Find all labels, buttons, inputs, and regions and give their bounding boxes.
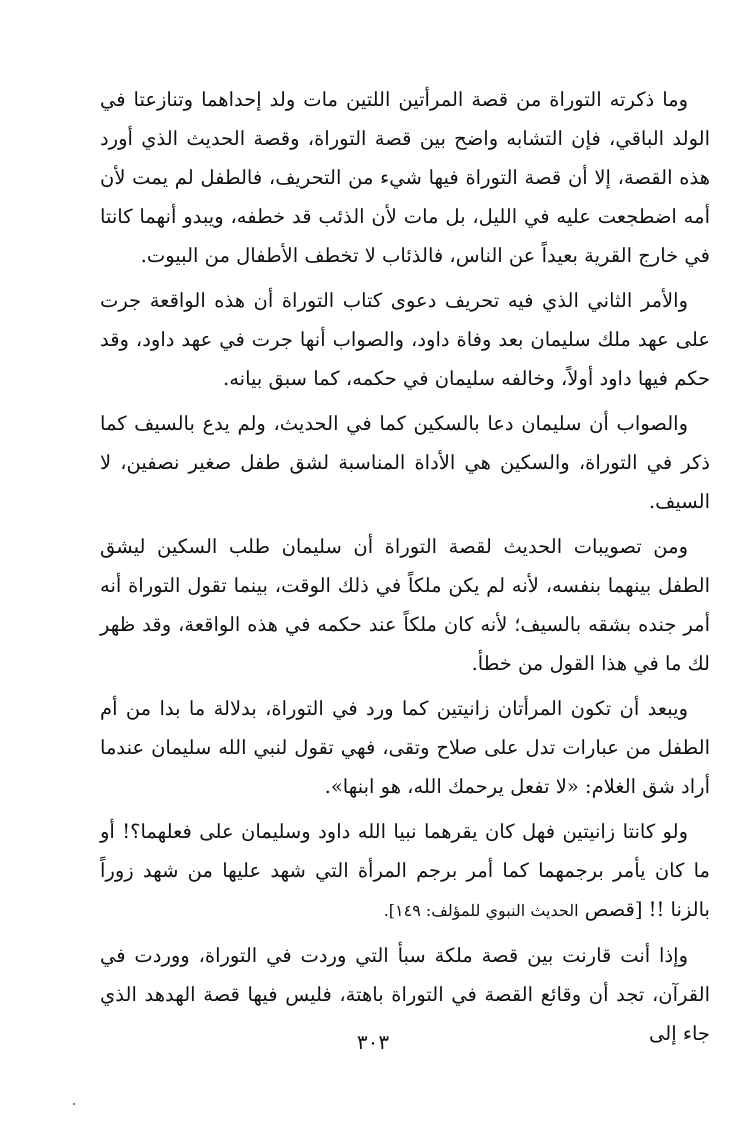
paragraph-women-story: وما ذكرته التوراة من قصة المرأتين اللتين مات ولد إحداهما وتنازعتا في الولد الباقي، فإن التشابه واضح بين قصة التوراة، وقصة الحديث الذي أورد هذه القصة، إلا أن قصة التوراة فيها شيء من التحريف، فالطفل لم يمت لأن أمه اضطجعت عليه في الليل، بل مات لأن الذئب قد خطفه، ويبدو أنهما كانتا في خارج القرية بعيداً عن الناس، فالذئاب لا تخطف الأطفال من البيوت. [100,88,710,267]
paragraph-queen-of-sheba: وإذا أنت قارنت بين قصة ملكة سبأ التي وردت في التوراة، ووردت في القرآن، تجد أن وقائع القصة في التوراة باهتة، فليس فيها قصة الهدهد الذي جاء إلى [100,944,710,1045]
paragraph-prophets-approval-text: ولو كانتا زانيتين فهل كان يقرهما نبيا الله داود وسليمان على فعلهما؟! أو ما كان يأمر برجمهما كما أمر برجم المرأة التي شهد عليها من شهد زوراً بالزنا !! [قصص [100,820,710,921]
paragraph-second-distortion: والأمر الثاني الذي فيه تحريف دعوى كتاب التوراة أن هذه الواقعة جرت على عهد ملك سليمان بعد وفاة داود، والصواب أنها جرت في عهد داود، وقد حكم فيها داود أولاً، وخالفه سليمان في حكمه، كما سبق بيانه. [100,289,710,390]
paragraph-knife-correction: والصواب أن سليمان دعا بالسكين كما في الحديث، ولم يدع بالسيف كما ذكر في التوراة، والسكين هي الأداة المناسبة لشق طفل صغير نصفين، لا السيف. [100,412,710,513]
scan-speck [73,1103,75,1105]
paragraph-women-righteousness: ويبعد أن تكون المرأتان زانيتين كما ورد في التوراة، بدلالة ما بدا من أم الطفل من عبارات تدل على صلاح وتقى، فهي تقول لنبي الله سليمان عندما أراد شق الغلام: «لا تفعل يرحمك الله، هو ابنها». [100,697,710,798]
paragraph-prophets-approval [100,812,710,930]
citation-reference: الحديث النبوي للمؤلف: ١٤٩]. [383,901,579,920]
page-number: ٣٠٣ [356,1030,390,1054]
page-body [100,80,710,1123]
paragraph-hadith-corrections: ومن تصويبات الحديث لقصة التوراة أن سليمان طلب السكين ليشق الطفل بينهما بنفسه، لأنه لم يكن ملكاً في ذلك الوقت، بينما تقول التوراة أنه أمر جنده بشقه بالسيف؛ لأنه كان ملكاً عند حكمه في هذه الواقعة، وقد ظهر لك ما في هذا القول من خطأ. [100,535,710,675]
